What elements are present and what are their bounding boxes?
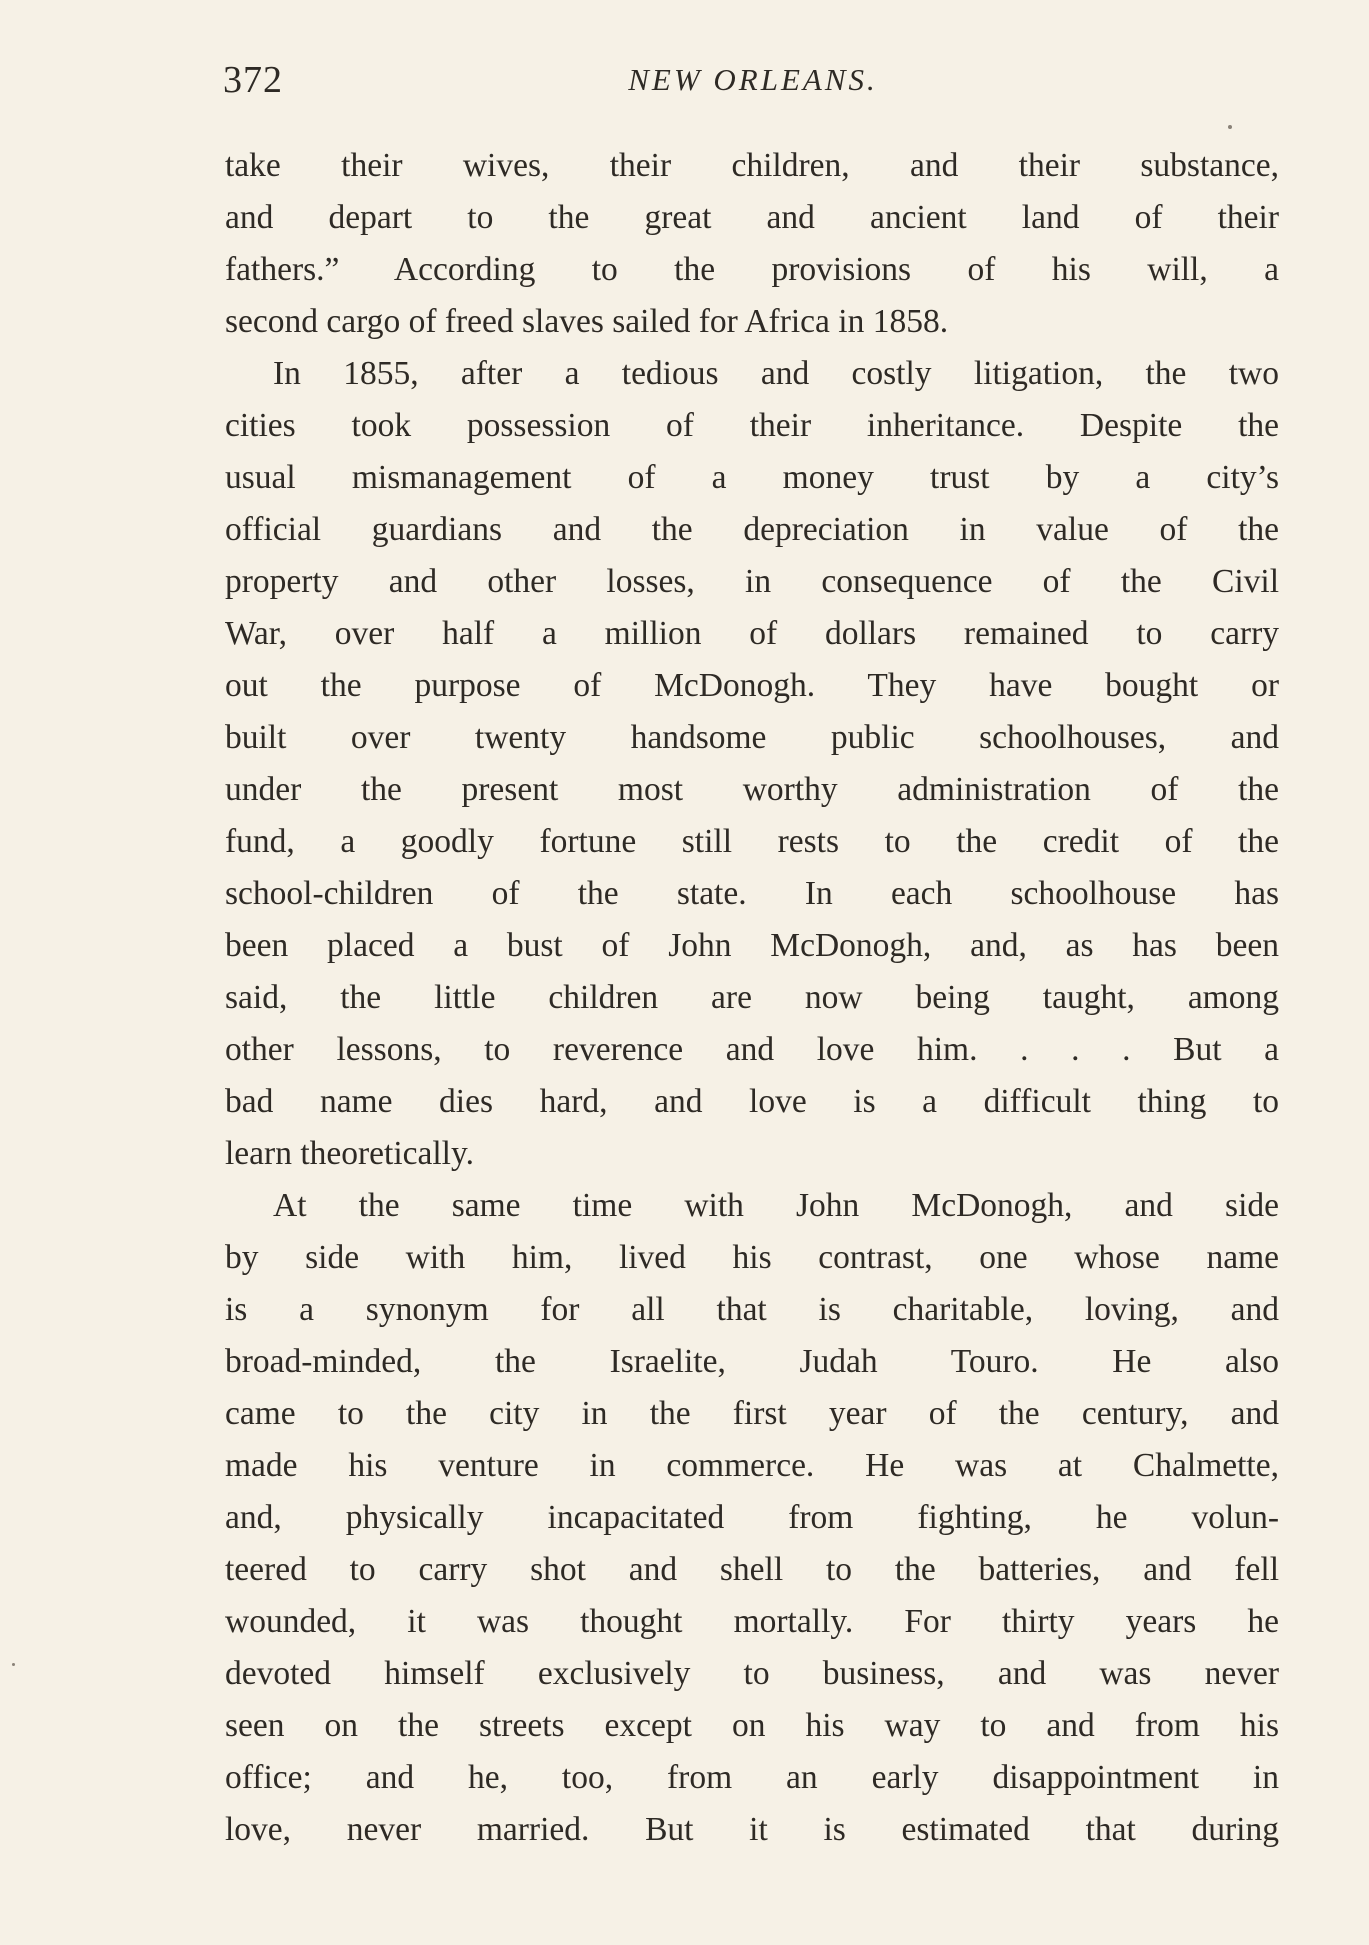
text-line: devoted himself exclusively to business, and was never (225, 1655, 1279, 1692)
running-title: NEW ORLEANS. (628, 62, 878, 97)
text-line: built over twenty handsome public schoolhouses, and (225, 719, 1279, 756)
text-line: bad name dies hard, and love is a difficult thing to (225, 1083, 1279, 1120)
page-number: 372 (223, 59, 283, 101)
text-line: take their wives, their children, and their substance, (225, 147, 1279, 184)
paper-speck (1228, 125, 1232, 129)
text-line: War, over half a million of dollars remained to carry (225, 615, 1279, 652)
text-line: under the present most worthy administration of the (225, 771, 1279, 808)
paper-speck (12, 1663, 15, 1666)
body-text (225, 140, 1279, 1856)
text-line: usual mismanagement of a money trust by a city’s (225, 459, 1279, 496)
text-line: by side with him, lived his contrast, one whose name (225, 1239, 1279, 1276)
page-header (223, 58, 1283, 108)
text-line: other lessons, to reverence and love him. . . . But a (225, 1031, 1279, 1068)
text-line: been placed a bust of John McDonogh, and, as has been (225, 927, 1279, 964)
text-line: said, the little children are now being taught, among (225, 979, 1279, 1016)
text-line: out the purpose of McDonogh. They have bought or (225, 667, 1279, 704)
text-line: and, physically incapacitated from fighting, he volun- (225, 1499, 1279, 1536)
text-line: office; and he, too, from an early disappointment in (225, 1759, 1279, 1796)
text-line: At the same time with John McDonogh, and side (273, 1187, 1279, 1224)
text-line: teered to carry shot and shell to the batteries, and fell (225, 1551, 1279, 1588)
text-line: love, never married. But it is estimated that during (225, 1811, 1279, 1848)
text-line: property and other losses, in consequence of the Civil (225, 563, 1279, 600)
text-line: broad-minded, the Israelite, Judah Touro. He also (225, 1343, 1279, 1380)
text-line: wounded, it was thought mortally. For thirty years he (225, 1603, 1279, 1640)
text-line: second cargo of freed slaves sailed for Africa in 1858. (225, 303, 949, 340)
text-line: cities took possession of their inheritance. Despite the (225, 407, 1279, 444)
text-line: official guardians and the depreciation in value of the (225, 511, 1279, 548)
text-line: fathers.” According to the provisions of his will, a (225, 251, 1279, 288)
text-line: seen on the streets except on his way to and from his (225, 1707, 1279, 1744)
text-line: fund, a goodly fortune still rests to the credit of the (225, 823, 1279, 860)
text-line: and depart to the great and ancient land of their (225, 199, 1279, 236)
text-line: is a synonym for all that is charitable, loving, and (225, 1291, 1279, 1328)
text-line: school-children of the state. In each schoolhouse has (225, 875, 1279, 912)
text-line: In 1855, after a tedious and costly litigation, the two (273, 355, 1279, 392)
text-line: made his venture in commerce. He was at Chalmette, (225, 1447, 1279, 1484)
text-line: came to the city in the first year of the century, and (225, 1395, 1279, 1432)
text-line: learn theoretically. (225, 1135, 474, 1172)
